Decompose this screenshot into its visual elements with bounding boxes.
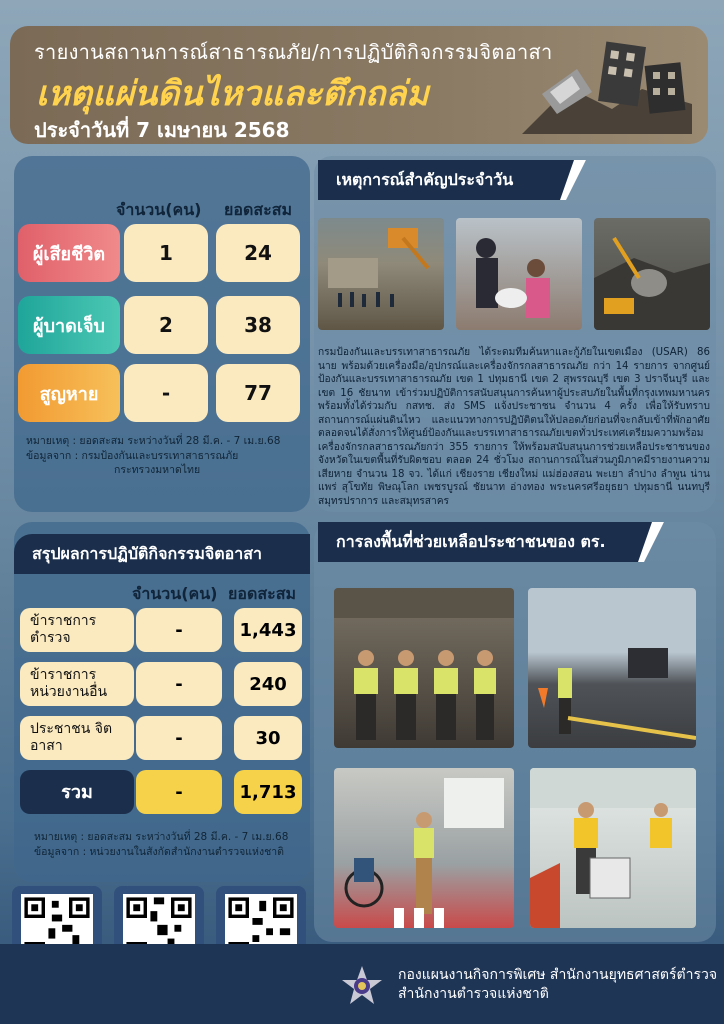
- injured-count: 2: [124, 296, 208, 354]
- footer-agency: สำนักงานตำรวจแห่งชาติ: [398, 986, 549, 1002]
- events-title: เหตุการณ์สำคัญประจำวัน: [318, 160, 558, 200]
- volunteer-col-total: ยอดสะสม: [228, 584, 297, 603]
- other-officials-total: 240: [234, 662, 302, 706]
- assisting-wheelchair-photo: [334, 768, 514, 928]
- sum-count: -: [136, 770, 222, 814]
- footer-org: [398, 966, 717, 1004]
- volunteer-panel: [14, 522, 310, 882]
- header-subtitle: รายงานสถานการณ์สาธารณภัย/การปฏิบัติกิจกรรมจิตอาสา: [34, 40, 553, 64]
- casualty-source-ministry: กระทรวงมหาดไทย: [114, 464, 201, 476]
- public-volunteers-count: -: [136, 716, 222, 760]
- police-officers-label: ข้าราชการตำรวจ: [20, 608, 134, 652]
- traffic-control-photo: [528, 588, 696, 748]
- missing-total: 77: [216, 364, 300, 422]
- excavator-photo: [594, 218, 710, 330]
- dead-label: ผู้เสียชีวิต: [18, 224, 120, 282]
- dead-count: 1: [124, 224, 208, 282]
- header-date: ประจำวันที่ 7 เมษายน 2568: [34, 118, 290, 142]
- casualty-col-total: ยอดสะสม: [224, 200, 293, 219]
- police-lineup-photo: [334, 588, 514, 748]
- other-officials-label: ข้าราชการ หน่วยงานอื่น: [20, 662, 134, 706]
- injured-label: ผู้บาดเจ็บ: [18, 296, 120, 354]
- public-volunteers-label: ประชาชน จิตอาสา: [20, 716, 134, 760]
- casualty-panel: [14, 156, 310, 512]
- police-emblem-icon: [340, 964, 384, 1008]
- casualty-col-count: จำนวน(คน): [116, 200, 202, 219]
- police-officers-total: 1,443: [234, 608, 302, 652]
- events-description: กรมป้องกันและบรรเทาสาธารณภัย ได้ระดมทีมค้นหาและกู้ภัยในเขตเมือง (USAR) 86 นาย พร้อมด้วยเครื่องมือ/อุปกรณ์และเครื่องจักรกลสาธารณภัย กว่า 14 รายการ จากศูนย์ป้องกันและบรรเทาสาธารณภัย เขต 1 ปทุมธานี เขต 2 สุพรรณบุรี เขต 3 ปราจีนบุรี และเขต 16 ชัยนาท เข้าร่วมปฏิบัติการสนับสนุนการค้นหาผู้ประสบภัยในพื้นที่กรุงเทพมหานคร พร้อมทั้งได้ร่วมกับ กสทช. ส่ง SMS แจ้งประชาชน จำนวน 4 ครั้ง เพื่อให้รับทราบสถานการณ์แผ่นดินไหว และแนวทางการปฏิบัติตนให้ปลอดภัยก่อนที่จะกลับเข้าที่พักอาศัยตลอดจนได้สั่งการให้ศูนย์ป้องกันและบรรเทาสาธารณภัยเขตทั่วประเทศเตรียมความพร้อมเครื่องจักรกลสาธารณภัยกว่า 355 รายการ ให้พร้อมสนับสนุนการช่วยเหลือประชาชนของจังหวัดในเขตพื้นที่รับผิดชอบ ตลอด 24 ชั่วโมง สถานการณ์ในส่วนภูมิภาคมีรายงานความเสียหาย จำนวน 18 จว. ได้แก่ เชียงราย เชียงใหม่ แม่ฮ่องสอน พะเยา ลำปาง ลำพูน น่าน แพร่ สุโขทัย พิษณุโลก เพชรบูรณ์ ชัยนาท อ่างทอง พระนครศรีอยุธยา ปทุมธานี นนทบุรี สมุทรปราการ และสมุทรสาคร: [318, 347, 710, 507]
- police-officers-count: -: [136, 608, 222, 652]
- sum-total: 1,713: [234, 770, 302, 814]
- sum-label: รวม: [20, 770, 134, 814]
- casualty-note: หมายเหตุ : ยอดสะสม ระหว่างวันที่ 28 มี.ค. - 7 เม.ย.68: [26, 435, 281, 447]
- volunteer-note: หมายเหตุ : ยอดสะสม ระหว่างวันที่ 28 มี.ค. - 7 เม.ย.68: [34, 831, 289, 843]
- events-title-stripe-icon: [556, 160, 586, 200]
- other-officials-count: -: [136, 662, 222, 706]
- missing-label: สูญหาย: [18, 364, 120, 422]
- medical-station-photo: [530, 768, 696, 928]
- dead-total: 24: [216, 224, 300, 282]
- police-title: การลงพื้นที่ช่วยเหลือประชาชนของ ตร.: [318, 522, 636, 562]
- rescue-dog-photo: [456, 218, 582, 330]
- public-volunteers-total: 30: [234, 716, 302, 760]
- rescue-site-photo: [318, 218, 444, 330]
- footer-division: กองแผนงานกิจการพิเศษ สำนักงานยุทธศาสตร์ตำรวจ: [398, 967, 718, 983]
- collapsed-building-icon: [522, 34, 692, 134]
- volunteer-title: สรุปผลการปฏิบัติกิจกรรมจิตอาสา: [14, 534, 310, 574]
- missing-count: -: [124, 364, 208, 422]
- injured-total: 38: [216, 296, 300, 354]
- header-title: เหตุแผ่นดินไหวและตึกถล่ม: [36, 74, 429, 114]
- header-banner: [10, 26, 708, 144]
- casualty-source: ข้อมูลจาก : กรมป้องกันและบรรเทาสาธารณภัย: [26, 450, 239, 462]
- police-title-stripe-icon: [634, 522, 664, 562]
- volunteer-source: ข้อมูลจาก : หน่วยงานในสังกัดสำนักงานตำรวจแห่งชาติ: [34, 846, 284, 858]
- volunteer-col-count: จำนวน(คน): [132, 584, 218, 603]
